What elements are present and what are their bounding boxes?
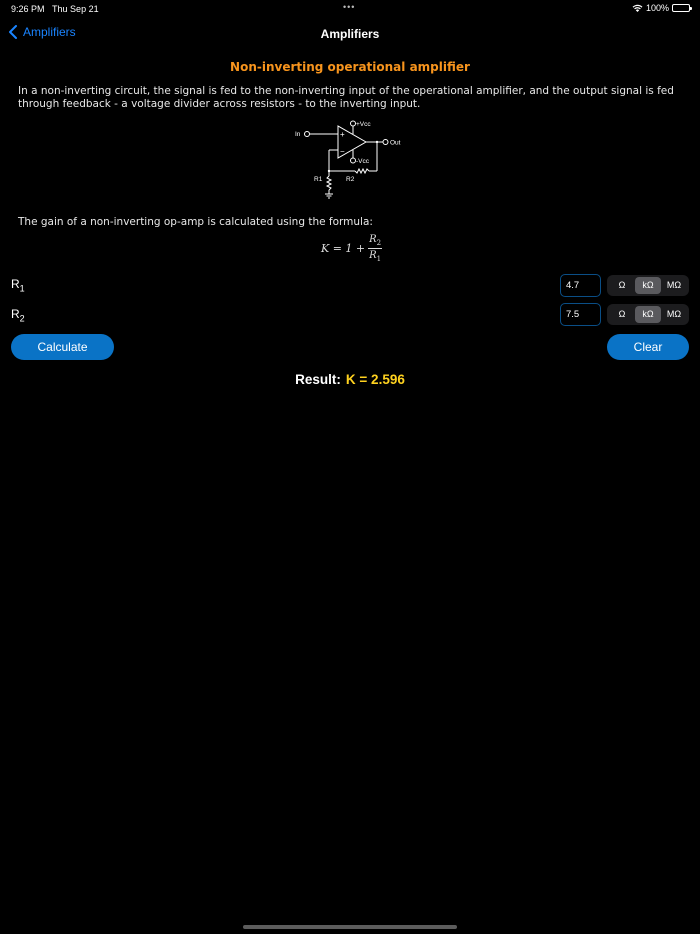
result-display xyxy=(0,372,700,387)
page-title: Amplifiers xyxy=(320,27,380,41)
vcc-plus-label: +Vcc xyxy=(356,121,371,128)
section-title: Non-inverting operational amplifier xyxy=(230,60,470,74)
wifi-icon xyxy=(632,4,643,12)
out-label: Out xyxy=(390,139,401,147)
back-label: Amplifiers xyxy=(23,25,76,39)
in-label: In xyxy=(295,131,301,138)
r2-label: $R_2$ xyxy=(11,307,25,324)
r1-unit-kohm[interactable]: kΩ xyxy=(635,277,661,294)
formula-lhs: K = 1 + xyxy=(321,242,366,255)
r1-unit-selector[interactable] xyxy=(607,275,689,296)
status-time: 9:26 PM Thu Sep 21 xyxy=(11,4,99,14)
r2-value-input[interactable] xyxy=(560,303,601,326)
r1-unit-mohm[interactable]: MΩ xyxy=(666,280,682,290)
gain-formula xyxy=(321,234,382,263)
r1-label: $R_1$ xyxy=(11,277,25,294)
navigation-bar xyxy=(0,22,700,46)
battery-percent: 100% xyxy=(645,3,669,13)
r1-value-input[interactable] xyxy=(560,274,601,297)
r2-unit-mohm[interactable]: MΩ xyxy=(666,309,682,319)
r1-label: R1 xyxy=(314,176,323,183)
op-amp-circuit-diagram xyxy=(290,116,410,202)
home-indicator[interactable] xyxy=(243,925,457,929)
status-indicators xyxy=(632,3,690,13)
multitasking-dots[interactable]: ••• xyxy=(343,2,356,12)
minus-sign: − xyxy=(340,147,345,156)
status-bar xyxy=(0,0,700,18)
gain-text: The gain of a non-inverting op-amp is calculated using the formula: xyxy=(18,216,373,228)
battery-icon xyxy=(672,4,690,12)
vcc-minus-label: -Vcc xyxy=(356,158,369,165)
r1-unit-ohm[interactable]: Ω xyxy=(618,280,626,290)
r2-unit-ohm[interactable]: Ω xyxy=(618,309,626,319)
calculate-button[interactable]: Calculate xyxy=(11,334,114,360)
r2-unit-selector[interactable] xyxy=(607,304,689,325)
r2-unit-kohm[interactable]: kΩ xyxy=(635,306,661,323)
plus-sign: + xyxy=(340,130,345,139)
r2-label: R2 xyxy=(346,176,355,183)
result-label: Result: xyxy=(295,372,341,387)
clear-button[interactable]: Clear xyxy=(607,334,689,360)
formula-fraction: $\frac{R_2}{R_1}$ xyxy=(369,234,382,263)
result-value: K = 2.596 xyxy=(345,372,405,387)
description-text: In a non-inverting circuit, the signal is fed to the non-inverting input of the operational amplifier, and the output signal is fed through feedback - a voltage divider across resistors - to the inverting input. xyxy=(18,85,674,110)
